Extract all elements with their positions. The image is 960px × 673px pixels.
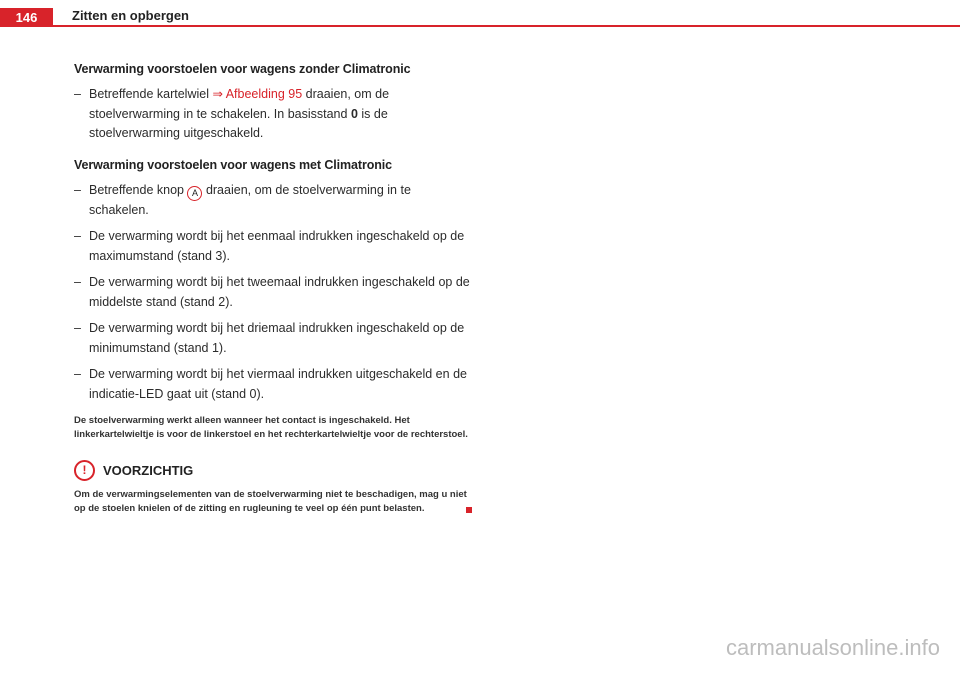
end-of-section-marker — [466, 507, 472, 513]
page-number: 146 — [0, 8, 53, 27]
knob-a-icon: A — [187, 186, 202, 201]
list-item: – De verwarming wordt bij het viermaal indrukken uitgeschakeld en de indicatie-LED gaat uit (stand 0). — [74, 367, 467, 401]
caution-icon: ! — [74, 460, 95, 481]
list-item: – De verwarming wordt bij het tweemaal indrukken ingeschakeld op de middelste stand (stand 2). — [74, 275, 470, 309]
dash-bullet: – — [74, 229, 81, 243]
dash-bullet: – — [74, 275, 81, 289]
list-item: – Betreffende knop A draaien, om de stoelverwarming in te schakelen. — [74, 182, 411, 217]
list-item: – Betreffende kartelwiel ⇒ Afbeelding 95 draaien, om de stoelverwarming in te schakelen. In basisstand 0 is de stoelverwarming uitgeschakeld. — [74, 87, 390, 140]
dash-bullet: – — [74, 321, 81, 335]
warning-text: Om de verwarmingselementen van de stoelverwarming niet te beschadigen, mag u niet op de stoelen knielen of de zitting en rugleuning te veel op één punt belasten. — [74, 488, 472, 516]
list-item: – De verwarming wordt bij het driemaal indrukken ingeschakeld op de minimumstand (stand 1). — [74, 321, 465, 355]
header-rule — [0, 25, 960, 27]
main-content — [74, 62, 472, 516]
page-header-title: Zitten en opbergen — [72, 8, 189, 23]
watermark: carmanualsonline.info — [725, 635, 940, 660]
warning-title: VOORZICHTIG — [103, 463, 194, 478]
section-heading-without-climatronic: Verwarming voorstoelen voor wagens zonder Climatronic — [74, 62, 411, 76]
warning-header — [74, 460, 472, 481]
section-heading-with-climatronic: Verwarming voorstoelen voor wagens met Climatronic — [74, 157, 393, 172]
dash-bullet: – — [74, 87, 81, 101]
figure-reference-link[interactable]: ⇒ Afbeelding 95 — [212, 87, 303, 101]
dash-bullet: – — [74, 182, 81, 197]
note-text: De stoelverwarming werkt alleen wanneer het contact is ingeschakeld. Het linkerkartelwieltje is voor de linkerstoel en het rechterkartelwieltje voor de rechterstoel. — [74, 415, 468, 440]
dash-bullet: – — [74, 367, 81, 381]
list-item: – De verwarming wordt bij het eenmaal indrukken ingeschakeld op de maximumstand (stand 3). — [74, 229, 465, 263]
